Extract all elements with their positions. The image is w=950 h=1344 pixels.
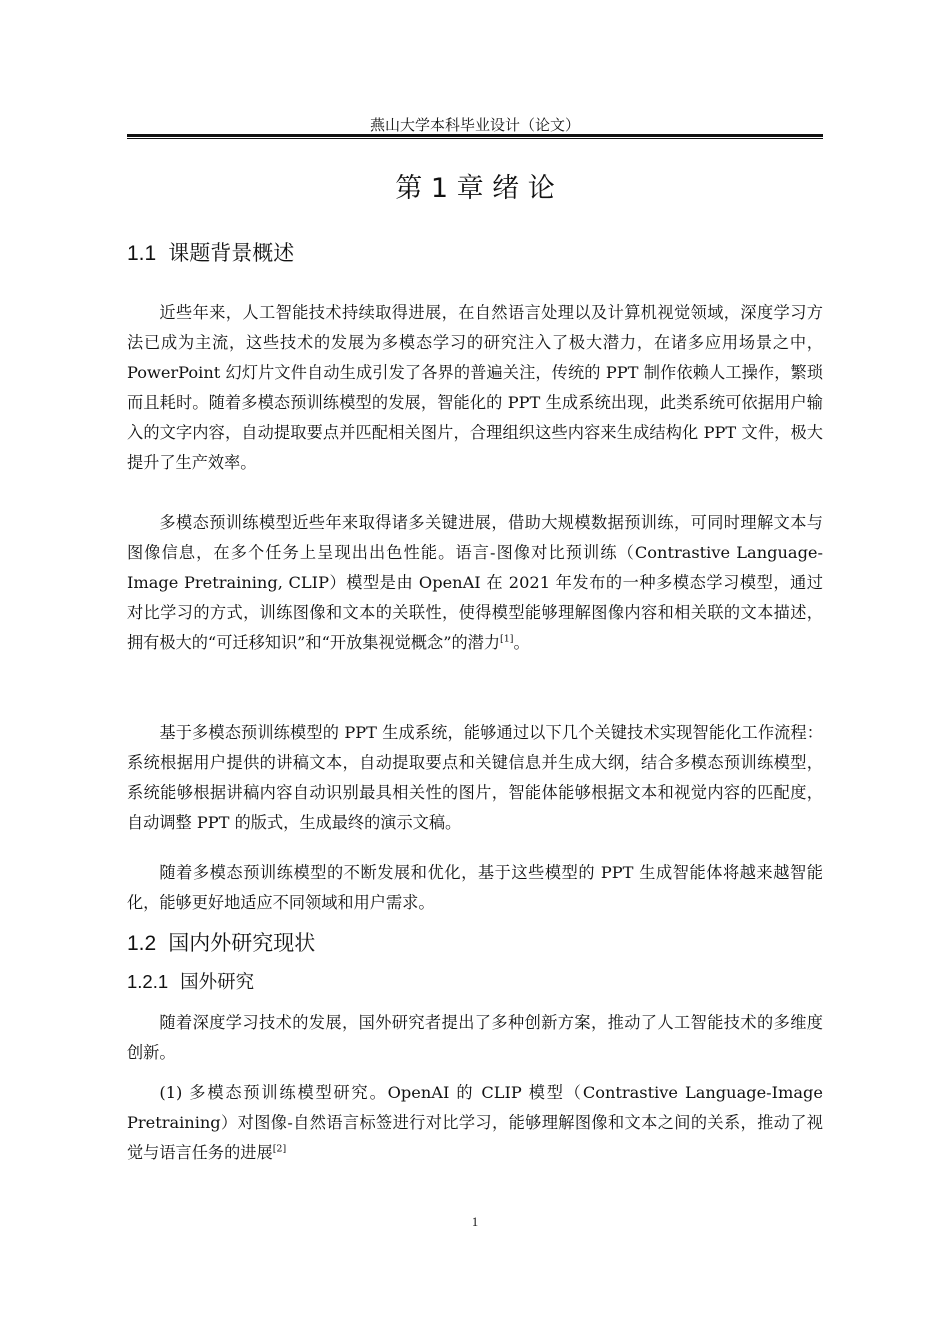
paragraph-1-1-c: 基于多模态预训练模型的 PPT 生成系统，能够通过以下几个关键技术实现智能化工作流程：系统根据用户提供的讲稿文本，自动提取要点和关键信息并生成大纲，结合多模态预训练模型，系统能够根据讲稿内容自动识别最具相关性的图片，智能体能够根据文本和视觉内容的匹配度，自动调整 PPT 的版式，生成最终的演示文稿。 [127, 723, 823, 832]
paragraph-1-1-a: 近些年来，人工智能技术持续取得进展，在自然语言处理以及计算机视觉领域，深度学习方法已成为主流，这些技术的发展为多模态学习的研究注入了极大潜力，在诸多应用场景之中，PowerPoint 幻灯片文件自动生成引发了各界的普遍关注，传统的 PPT 制作依赖人工操作，繁琐而且耗时。随着多模态预训练模型的发展，智能化的 PPT 生成系统出现，此类系统可依据用户输入的文字内容，自动提取要点并匹配相关图片，合理组织这些内容来生成结构化 PPT 文件，极大提升了生产效率。 [127, 303, 823, 472]
subsection-title: 国外研究 [180, 972, 255, 993]
citation-marker: [2] [272, 1143, 287, 1155]
section-heading-1-2 [127, 929, 315, 958]
section-number: 1.2 [127, 932, 157, 955]
paragraph-text: (1) 多模态预训练模型研究。OpenAI 的 CLIP 模型（Contrastive Language-Image Pretraining）对图像-自然语言标签进行对比学习，能够理解图像和文本之间的关系，推动了视觉与语言任务的进展 [127, 1083, 823, 1162]
paragraph-1-1-d: 随着多模态预训练模型的不断发展和优化，基于这些模型的 PPT 生成智能体将越来越智能化，能够更好地适应不同领域和用户需求。 [127, 863, 823, 912]
page-number: 1 [471, 1215, 479, 1229]
header-rule-thick [127, 134, 823, 137]
paragraph-1-2-1-a: 随着深度学习技术的发展，国外研究者提出了多种创新方案，推动了人工智能技术的多维度创新。 [127, 1013, 823, 1062]
chapter-title: 第 1 章 绪 论 [395, 173, 555, 204]
section-title: 课题背景概述 [168, 241, 295, 265]
paragraph-1-1-b [127, 508, 823, 658]
subsection-number: 1.2.1 [127, 971, 169, 992]
section-number: 1.1 [127, 242, 157, 265]
header-rule-thin [127, 138, 823, 139]
citation-marker: [1] [500, 633, 514, 645]
running-header: 燕山大学本科毕业设计（论文） [369, 116, 580, 134]
subsection-heading-1-2-1 [127, 969, 254, 996]
paragraph-text: 多模态预训练模型近些年来取得诸多关键进展，借助大规模数据预训练，可同时理解文本与图像信息，在多个任务上呈现出出色性能。语言-图像对比预训练（Contrastive Language-Image Pretraining, CLIP）模型是由 OpenAI 在 2021 年发布的一种多模态学习模型，通过对比学习的方式，训练图像和文本的关联性，使得模型能够理解图像内容和相关联的文本描述，拥有极大的“可迁移知识”和“开放集视觉概念”的潜力 [127, 513, 823, 652]
paragraph-end: 。 [513, 633, 530, 652]
section-heading-1-1 [127, 239, 294, 268]
paragraph-1-2-1-b [127, 1078, 823, 1168]
section-title: 国内外研究现状 [168, 931, 316, 955]
